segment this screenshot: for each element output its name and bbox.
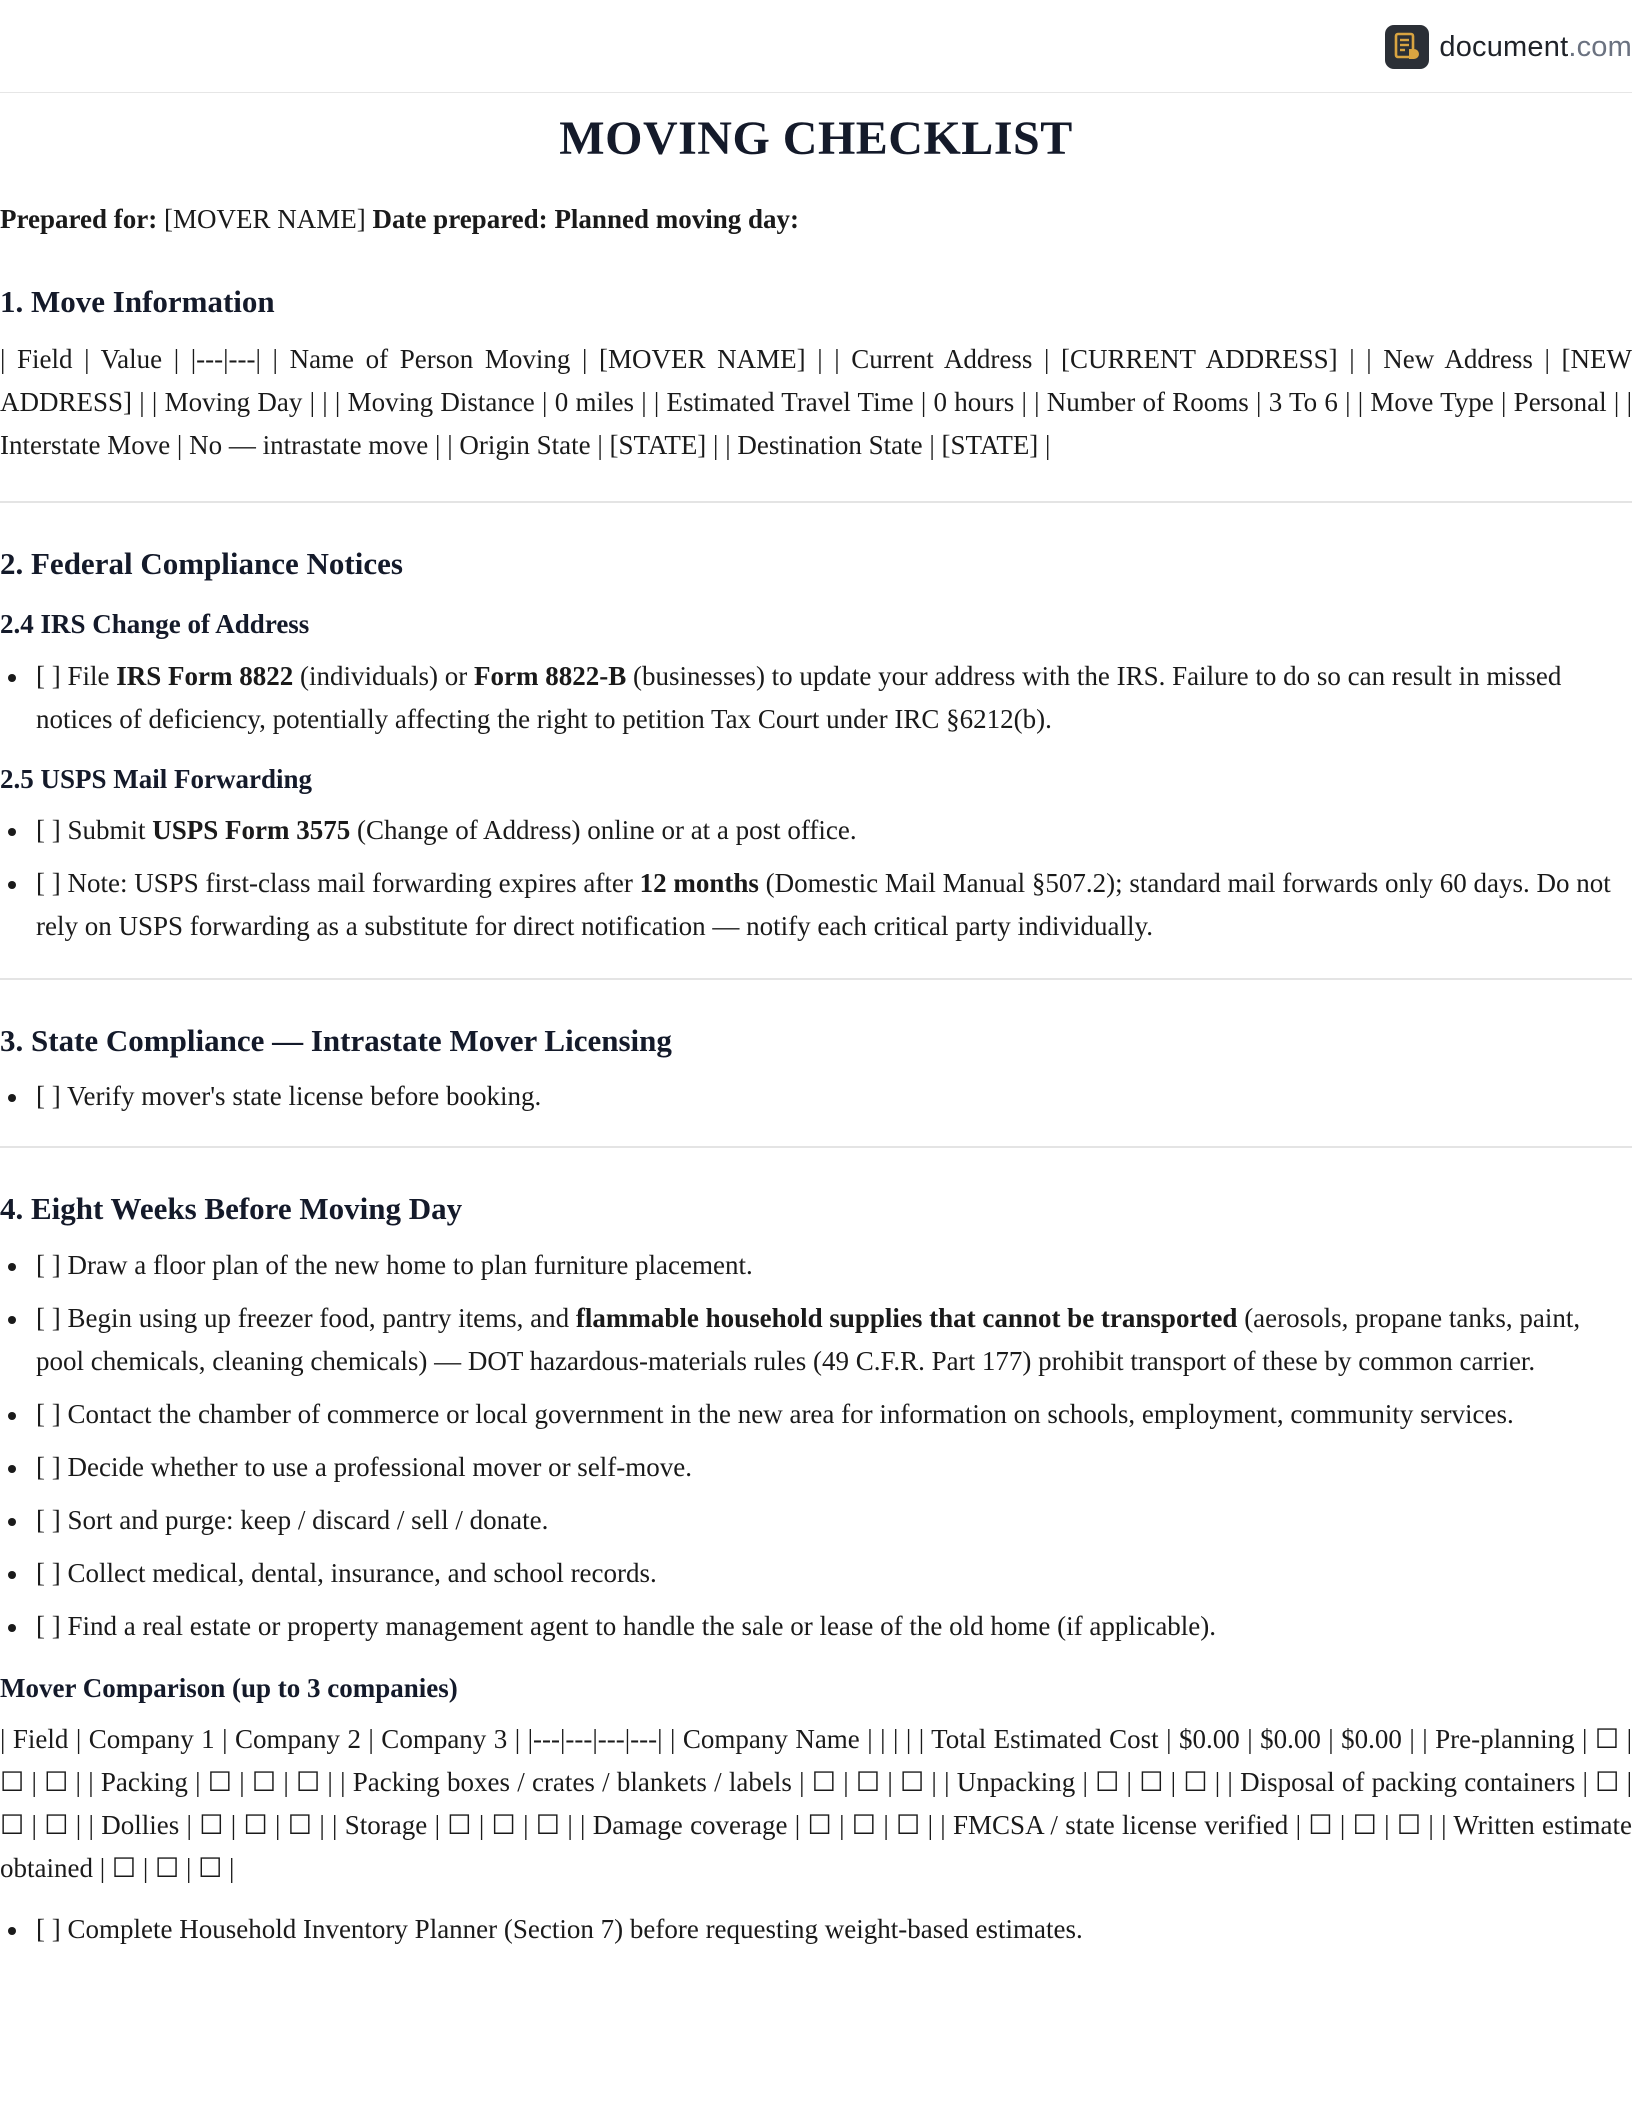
inventory-list [0, 1908, 1632, 1951]
brand-logo[interactable] [1385, 24, 1632, 70]
list-item: [ ] Verify mover's state license before booking. [0, 1075, 1632, 1118]
document-body [0, 93, 1632, 1951]
mover-comparison-text: | Field | Company 1 | Company 2 | Company 3 | |---|---|---|---| | Company Name | | | | | Total Estimated Cost | $0.00 | $0.00 | $0.00 | | Pre-planning | ☐ | ☐ | ☐ | | Packing | ☐ | ☐ | ☐ | | Packing boxes / crates / blankets / labels | ☐ | ☐ | ☐ | | Unpacking | ☐ | ☐ | ☐ | | Disposal of packing containers | ☐ | ☐ | ☐ | | Dollies | ☐ | ☐ | ☐ | | Storage | ☐ | ☐ | ☐ | | Damage coverage | ☐ | ☐ | ☐ | | FMCSA / state license verified | ☐ | ☐ | ☐ | | Written estimate obtained | ☐ | ☐ | ☐ | [0, 1724, 1632, 1884]
planned-moving-day-label: Planned moving day: [554, 204, 799, 234]
list-item: [ ] Draw a floor plan of the new home to plan furniture placement. [0, 1244, 1632, 1287]
section-4-heading: 4. Eight Weeks Before Moving Day [0, 1191, 463, 1227]
prepared-line [0, 202, 1632, 237]
mover-comparison-heading: Mover Comparison (up to 3 companies) [0, 1672, 458, 1703]
section-1-heading: 1. Move Information [0, 284, 275, 320]
usps-list [0, 809, 1632, 948]
divider [0, 1146, 1632, 1148]
list-item: [ ] Sort and purge: keep / discard / sell / donate. [0, 1499, 1632, 1542]
divider [0, 501, 1632, 503]
mover-name: [MOVER NAME] [163, 204, 366, 234]
section-2-heading: 2. Federal Compliance Notices [0, 546, 403, 582]
state-compliance-list [0, 1075, 1632, 1118]
section-3-heading: 3. State Compliance — Intrastate Mover Licensing [0, 1023, 672, 1059]
brand-name: document.com [1439, 30, 1632, 63]
page-title: MOVING CHECKLIST [559, 112, 1073, 165]
list-item: [ ] Contact the chamber of commerce or local government in the new area for information on schools, employment, community services. [0, 1393, 1632, 1436]
date-prepared-label: Date prepared: [372, 204, 548, 234]
eight-weeks-list [0, 1244, 1632, 1648]
irs-subheading: 2.4 IRS Change of Address [0, 609, 310, 640]
list-item: [ ] Note: USPS first-class mail forwarding expires after 12 months (Domestic Mail Manual §507.2); standard mail forwards only 60 days. Do not rely on USPS forwarding as a substitute for direct notification — notify each critical party individually. [0, 862, 1632, 948]
list-item: [ ] File IRS Form 8822 (individuals) or Form 8822-B (businesses) to update your address with the IRS. Failure to do so can result in missed notices of deficiency, potentially affecting the right to petition Tax Court under IRC §6212(b). [0, 655, 1632, 741]
list-item: [ ] Begin using up freezer food, pantry items, and flammable household supplies that cannot be transported (aerosols, propane tanks, paint, pool chemicals, cleaning chemicals) — DOT hazardous-materials rules (49 C.F.R. Part 177) prohibit transport of these by common carrier. [0, 1297, 1632, 1383]
list-item: [ ] Complete Household Inventory Planner (Section 7) before requesting weight-based estimates. [0, 1908, 1632, 1951]
document-logo-icon [1385, 25, 1429, 69]
prepared-for-label: Prepared for: [0, 204, 158, 234]
divider [0, 978, 1632, 980]
list-item: [ ] Collect medical, dental, insurance, and school records. [0, 1552, 1632, 1595]
irs-list [0, 655, 1632, 741]
list-item: [ ] Decide whether to use a professional mover or self-move. [0, 1446, 1632, 1489]
top-bar [0, 0, 1632, 93]
move-information-text: | Field | Value | |---|---| | Name of Person Moving | [MOVER NAME] | | Current Address | [CURRENT ADDRESS] | | New Address | [NEW ADDRESS] | | Moving Day | | | Moving Distance | 0 miles | | Estimated Travel Time | 0 hours | | Number of Rooms | 3 To 6 | | Move Type | Personal | | Interstate Move | No — intrastate move | | Origin State | [STATE] | | Destination State | [STATE] | [0, 344, 1632, 461]
list-item: [ ] Find a real estate or property management agent to handle the sale or lease of the old home (if applicable). [0, 1605, 1632, 1648]
usps-subheading: 2.5 USPS Mail Forwarding [0, 763, 313, 794]
list-item: [ ] Submit USPS Form 3575 (Change of Address) online or at a post office. [0, 809, 1632, 852]
